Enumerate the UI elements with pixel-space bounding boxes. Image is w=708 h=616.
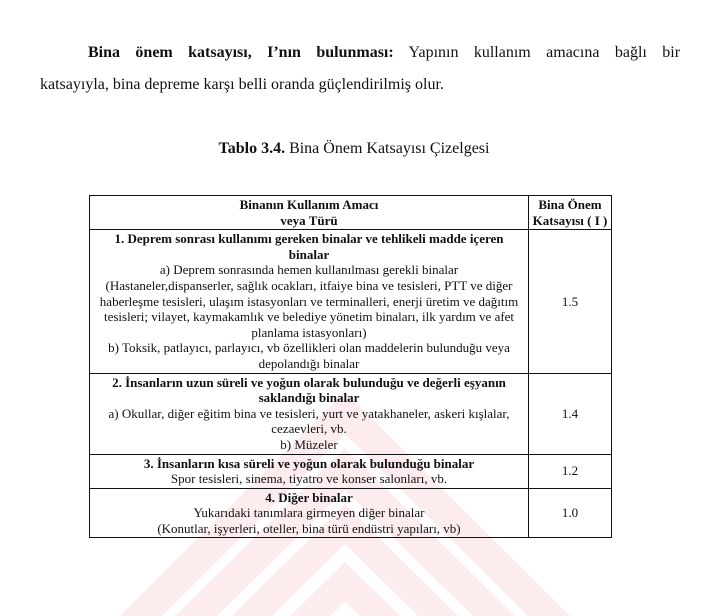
table-row (90, 373, 612, 454)
paragraph-line-1-rest: Yapının kullanım amacına bağlı bir (408, 44, 681, 61)
paragraph-line-2: katsayıyla, bina depreme karşı belli oranda güçlendirilmiş olur. (40, 76, 444, 93)
row-line: Yukarıdaki tanımlara girmeyen diğer binalar (193, 505, 425, 521)
row-factor-value: 1.0 (529, 488, 612, 538)
intro-paragraph (40, 37, 680, 101)
row-description (90, 488, 529, 538)
row-line: a) Okullar, diğer eğitim bina ve tesisleri, yurt ve yatakhaneler, askeri kışlalar, cezaevleri, vb. (108, 405, 510, 437)
table-row (90, 488, 612, 538)
header-usage-purpose (90, 196, 529, 230)
row-category: 3. İnsanların kısa süreli ve yoğun olarak bulunduğu binalar (143, 455, 475, 471)
row-category: 1. Deprem sonrası kullanımı gereken binalar ve tehlikeli madde içeren binalar (114, 231, 504, 262)
row-factor-value: 1.4 (529, 373, 612, 454)
row-line: b) Müzeler (280, 436, 338, 452)
table-caption (0, 140, 708, 158)
row-description (90, 230, 529, 373)
table-caption-title: Bina Önem Katsayısı Çizelgesi (289, 140, 490, 157)
header-importance-factor-line2: Katsayısı ( I ) (532, 212, 608, 228)
row-category: 4. Diğer binalar (265, 489, 353, 505)
paragraph-bold-lead: Bina önem katsayısı, I’nın bulunması: (88, 44, 394, 61)
header-usage-purpose-line1: Binanın Kullanım Amacı (239, 197, 379, 212)
row-line: b) Toksik, patlayıcı, parlayıcı, vb özellikleri olan maddelerin bulunduğu veya depolandığı binalar (108, 340, 510, 371)
paragraph-line-1 (40, 37, 680, 69)
table-row (90, 230, 612, 373)
row-line: Spor tesisleri, sinema, tiyatro ve konser salonları, vb. (170, 471, 448, 487)
row-factor-value: 1.2 (529, 454, 612, 488)
header-importance-factor (529, 196, 612, 230)
table-row (90, 454, 612, 488)
header-usage-purpose-line2: veya Türü (280, 212, 338, 228)
row-category: 2. İnsanların uzun süreli ve yoğun olarak bulunduğu ve değerli eşyanın saklandığı binalar (112, 374, 506, 406)
table-caption-label: Tablo 3.4. (218, 140, 286, 157)
header-importance-factor-line1: Bina Önem (538, 197, 602, 212)
row-description (90, 454, 529, 488)
row-description (90, 373, 529, 454)
row-line: (Hastaneler,dispanserler, sağlık ocakları, itfaiye bina ve tesisleri, PTT ve diğer haberleşme tesisleri, ulaşım istasyonları ve terminalleri, enerji üretim ve dağıtım tesisleri; vilayet, kaymakamlık ve belediye yönetim binaları, ilk yardım ve afet planlama istasyonları) (99, 277, 519, 340)
table-header-row (90, 196, 612, 230)
row-line: (Konutlar, işyerleri, oteller, bina türü endüstri yapıları, vb) (157, 520, 461, 536)
importance-factor-table (89, 195, 612, 538)
row-line: a) Deprem sonrasında hemen kullanılması gerekli binalar (159, 262, 459, 278)
row-factor-value: 1.5 (529, 230, 612, 373)
